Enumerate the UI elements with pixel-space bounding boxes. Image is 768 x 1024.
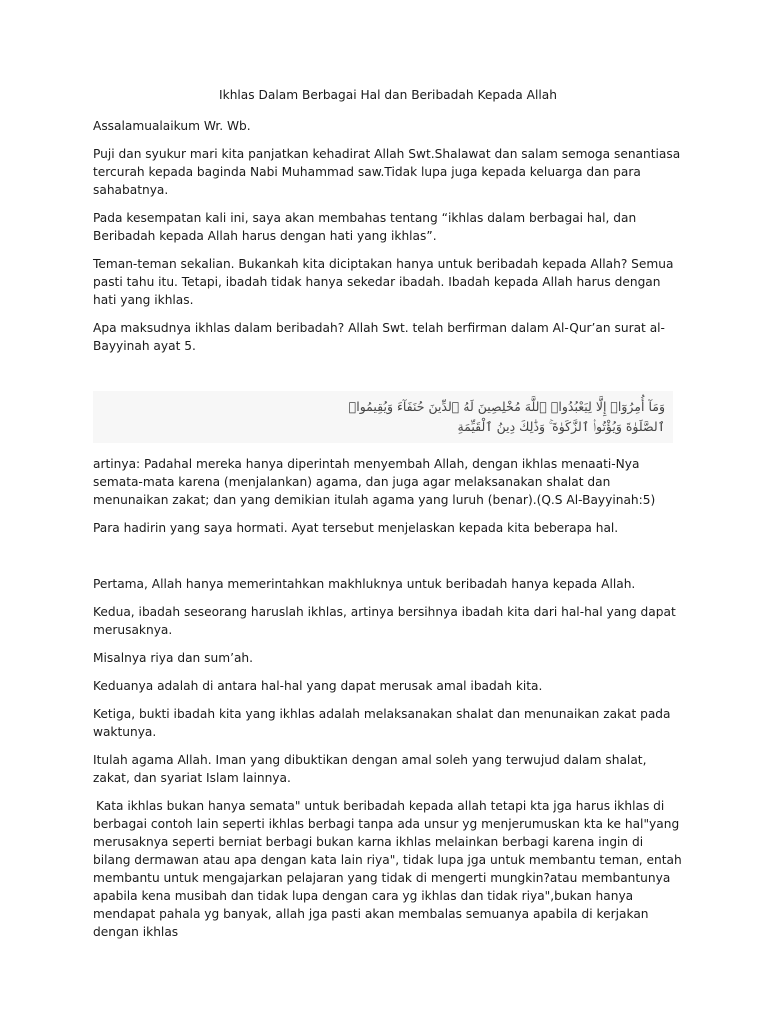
greeting: Assalamualaikum Wr. Wb. — [93, 119, 251, 133]
arabic-verse-image — [93, 391, 673, 443]
paragraph-translation: artinya: Padahal mereka hanya diperintah menyembah Allah, dengan ikhlas menaati-Nya semata-mata karena (menjalankan) agama, dan juga agar melaksanakan shalat dan menunaikan zakat; dan yang demikian itulah agama yang luruh (benar).(Q.S Al-Bayyinah:5) — [93, 457, 656, 507]
document-title: Ikhlas Dalam Berbagai Hal dan Beribadah Kepada Allah — [219, 88, 557, 102]
paragraph-second-point: Kedua, ibadah seseorang haruslah ikhlas, artinya bersihnya ibadah kita dari hal-hal yang dapat merusaknya. — [93, 605, 676, 637]
paragraph-example: Misalnya riya dan sum’ah. — [93, 651, 254, 665]
document-page — [93, 86, 683, 941]
arabic-verse-line-2: ٱلصَّلَوٰةَ وَيُؤْتُوا۟ ٱلزَّكَوٰةَ ۚ وَذَٰلِكَ دِينُ ٱلْقَيِّمَةِ — [457, 419, 665, 434]
paragraph-closing: Kata ikhlas bukan hanya semata" untuk beribadah kepada allah tetapi kta jga harus ikhlas di berbagai contoh lain seperti ikhlas berbagi tanpa ada unsur yg menjerumuskan kta ke hal"yang merusaknya seperti berniat berbagi bukan karna ikhlas melainkan berbagi karena ingin di bilang dermawan atau apa dengan kata lain riya", tidak lupa jga untuk membantu teman, entah membantu untuk mengajarkan pelajaran yang tidak di mengerti mungkin?atau membantunya apabila kena musibah dan tidak lupa dengan cara yg ikhlas dan tidak riya",bukan hanya mendapat pahala yg banyak, allah jga pasti akan membalas semuanya apabila di kerjakan dengan ikhlas — [93, 799, 682, 939]
paragraph-question: Apa maksudnya ikhlas dalam beribadah? Allah Swt. telah berfirman dalam Al-Qur’an surat al-Bayyinah ayat 5. — [93, 321, 665, 353]
paragraph-opening: Puji dan syukur mari kita panjatkan kehadirat Allah Swt.Shalawat dan salam semoga senantiasa tercurah kepada baginda Nabi Muhammad saw.Tidak lupa juga kepada keluarga dan para sahabatnya. — [93, 147, 681, 197]
arabic-verse-line-1: وَمَآ أُمِرُوٓا۟ إِلَّا لِيَعْبُدُوا۟ ٱللَّهَ مُخْلِصِينَ لَهُ ٱلدِّينَ حُنَفَآءَ وَيُقِيمُوا۟ — [348, 399, 665, 414]
paragraph-audience: Para hadirin yang saya hormati. Ayat tersebut menjelaskan kepada kita beberapa hal. — [93, 521, 619, 535]
paragraph-topic: Pada kesempatan kali ini, saya akan membahas tentang “ikhlas dalam berbagai hal, dan Beribadah kepada Allah harus dengan hati yang ikhlas”. — [93, 211, 637, 243]
paragraph-religion: Itulah agama Allah. Iman yang dibuktikan dengan amal soleh yang terwujud dalam shalat, zakat, dan syariat Islam lainnya. — [93, 753, 647, 785]
paragraph-third-point: Ketiga, bukti ibadah kita yang ikhlas adalah melaksanakan shalat dan menunaikan zakat pada waktunya. — [93, 707, 671, 739]
paragraph-both: Keduanya adalah di antara hal-hal yang dapat merusak amal ibadah kita. — [93, 679, 543, 693]
paragraph-first-point: Pertama, Allah hanya memerintahkan makhluknya untuk beribadah hanya kepada Allah. — [93, 577, 636, 591]
paragraph-intro: Teman-teman sekalian. Bukankah kita diciptakan hanya untuk beribadah kepada Allah? Semua pasti tahu itu. Tetapi, ibadah tidak hanya sekedar ibadah. Ibadah kepada Allah harus dengan hati yang ikhlas. — [93, 257, 674, 307]
